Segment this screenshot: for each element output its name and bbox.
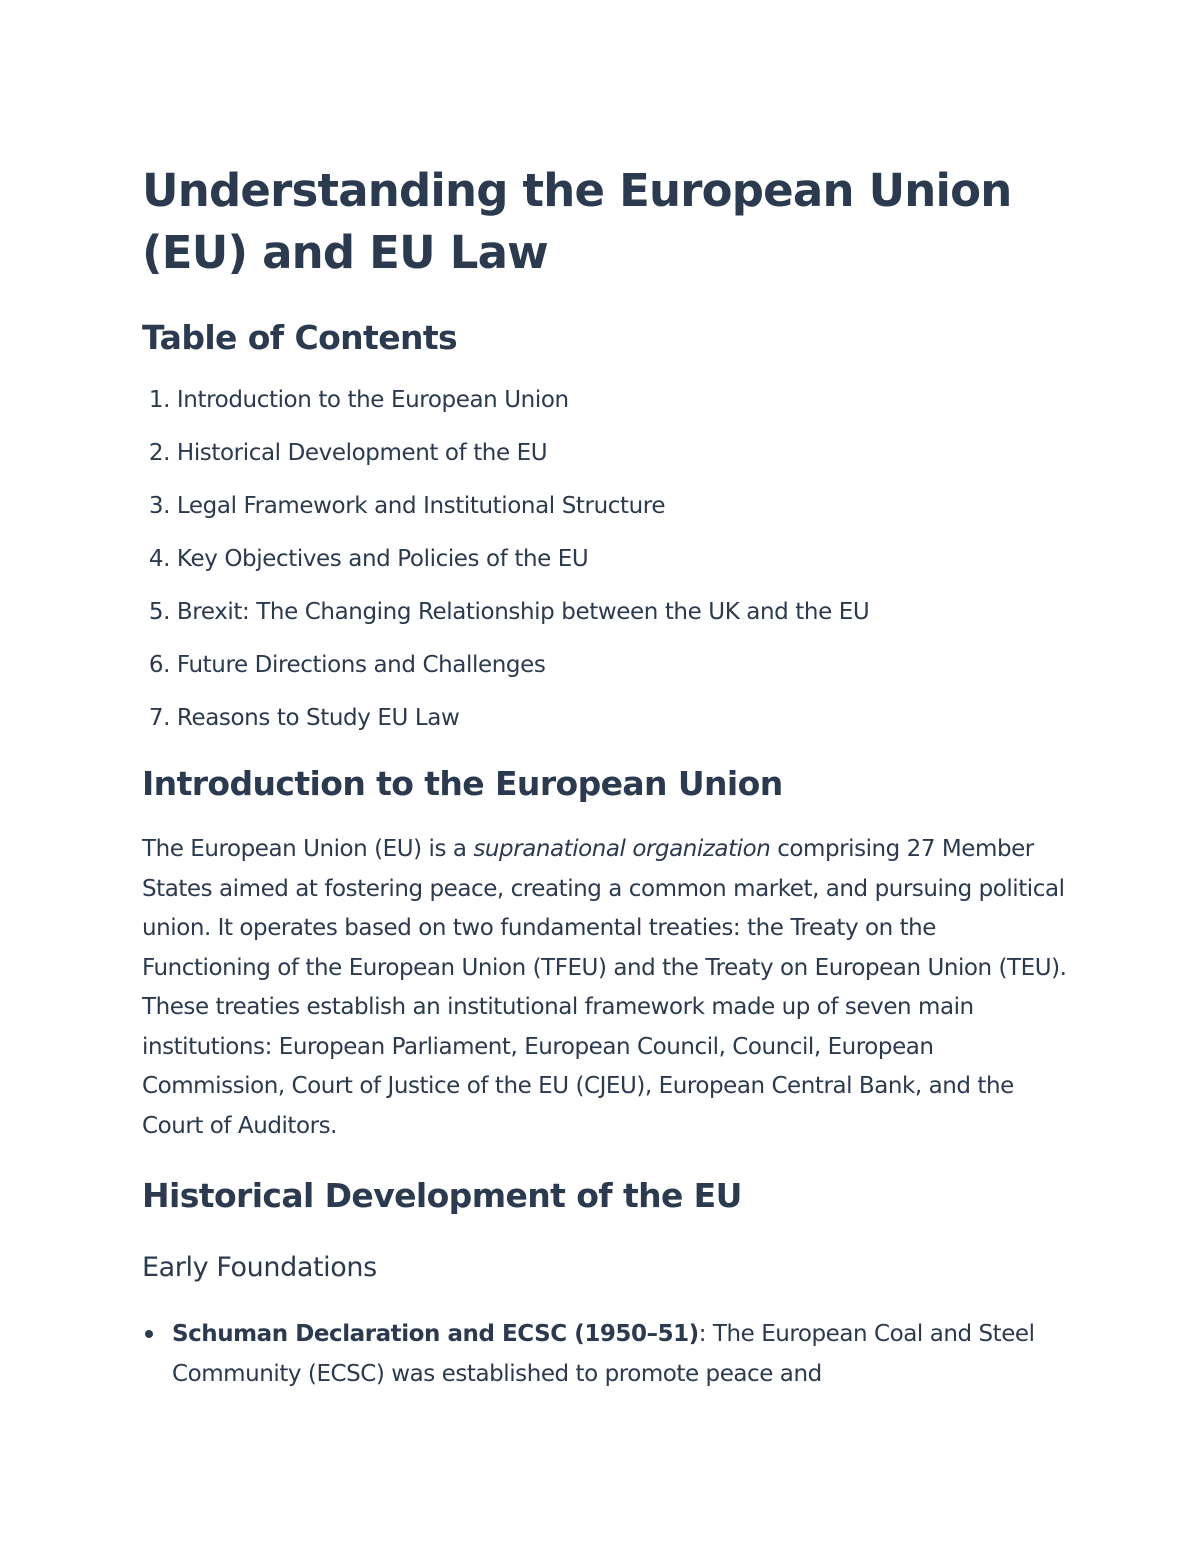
history-heading: Historical Development of the EU bbox=[142, 1176, 742, 1215]
toc-item-number: 6. bbox=[148, 652, 170, 678]
list-item bbox=[142, 1314, 1067, 1394]
intro-heading: Introduction to the European Union bbox=[142, 764, 783, 803]
intro-paragraph bbox=[142, 830, 1067, 1146]
toc-link-legal-framework[interactable]: Legal Framework and Institutional Structure bbox=[176, 493, 666, 519]
toc-item-number: 4. bbox=[148, 546, 170, 572]
toc-item-number: 7. bbox=[148, 705, 170, 731]
toc-link-introduction[interactable]: Introduction to the European Union bbox=[176, 387, 569, 413]
toc-item[interactable] bbox=[142, 490, 1067, 522]
history-bullet-list bbox=[142, 1314, 1067, 1394]
toc-item-number: 5. bbox=[148, 599, 170, 625]
intro-text-rest: comprising 27 Member States aimed at fostering peace, creating a common market, and pursuing political union. It operates based on two fundamental treaties: the Treaty on the Functioning of the European Union (TFEU) and the Treaty on European Union (TEU). These treaties establish an institutional framework made up of seven main institutions: European Parliament, European Council, Council, European Commission, Court of Justice of the EU (CJEU), European Central Bank, and the Court of Auditors. bbox=[142, 836, 1067, 1139]
toc-heading: Table of Contents bbox=[142, 318, 458, 357]
toc-link-key-objectives[interactable]: Key Objectives and Policies of the EU bbox=[176, 546, 589, 572]
toc-item-number: 2. bbox=[148, 440, 170, 466]
intro-emphasis: supranational organization bbox=[473, 836, 771, 862]
bullet-icon bbox=[145, 1330, 153, 1338]
toc-link-historical-development[interactable]: Historical Development of the EU bbox=[176, 440, 548, 466]
toc-item[interactable] bbox=[142, 596, 1067, 628]
toc-item-number: 3. bbox=[148, 493, 170, 519]
toc-link-future-directions[interactable]: Future Directions and Challenges bbox=[176, 652, 546, 678]
toc-item[interactable] bbox=[142, 384, 1067, 416]
toc-item[interactable] bbox=[142, 649, 1067, 681]
document-content bbox=[142, 160, 1067, 1394]
document-title: Understanding the European Union (EU) and EU Law bbox=[142, 164, 1012, 279]
toc-item[interactable] bbox=[142, 437, 1067, 469]
bullet-text: : The European Coal and Steel Community (ECSC) was established to promote peace and bbox=[172, 1321, 1035, 1387]
toc-item[interactable] bbox=[142, 543, 1067, 575]
table-of-contents bbox=[142, 384, 1067, 734]
toc-link-reasons-to-study[interactable]: Reasons to Study EU Law bbox=[176, 705, 460, 731]
toc-item-number: 1. bbox=[148, 387, 170, 413]
intro-text-start: The European Union (EU) is a bbox=[142, 836, 474, 862]
toc-link-brexit[interactable]: Brexit: The Changing Relationship between the UK and the EU bbox=[176, 599, 870, 625]
bullet-bold-label: Schuman Declaration and ECSC (1950–51) bbox=[172, 1321, 699, 1347]
toc-item[interactable] bbox=[142, 702, 1067, 734]
early-foundations-subheading: Early Foundations bbox=[142, 1252, 377, 1283]
